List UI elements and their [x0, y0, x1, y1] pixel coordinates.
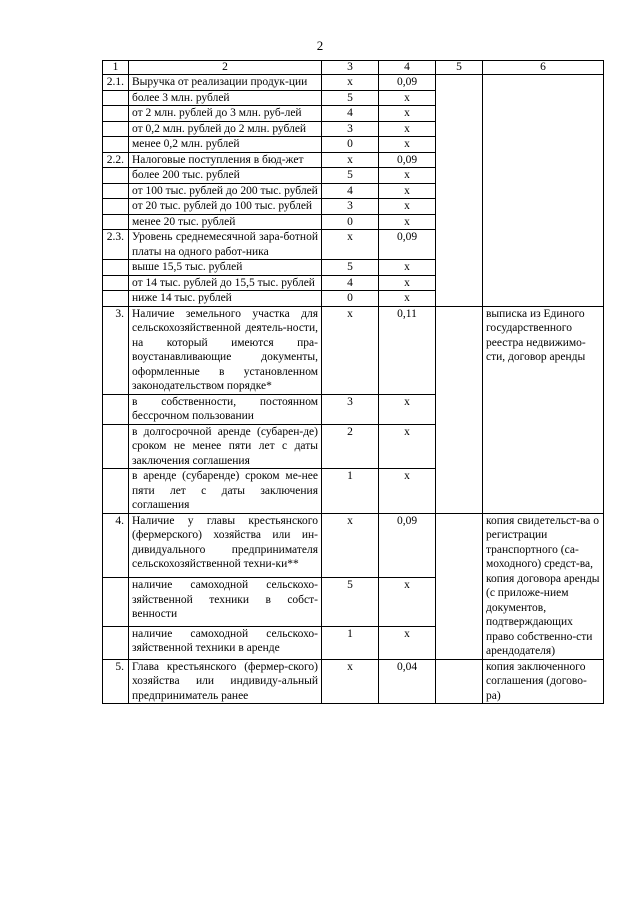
page-number: 2 — [316, 38, 324, 53]
row-number: 5. — [103, 659, 129, 704]
empty-cell — [436, 659, 483, 704]
column-header: 1 — [103, 61, 129, 75]
score-cell: 5 — [322, 260, 379, 276]
weight-cell: 0,09 — [379, 152, 436, 168]
score-cell: 4 — [322, 106, 379, 122]
score-cell: 1 — [322, 469, 379, 514]
row-number — [103, 183, 129, 199]
weight-cell: 0,04 — [379, 659, 436, 704]
row-number — [103, 626, 129, 659]
row-number — [103, 199, 129, 215]
score-cell: 1 — [322, 626, 379, 659]
document-cell: выписка из Единого государственного реестра недвижимо-сти, договор аренды — [483, 306, 604, 513]
criterion-text: от 0,2 млн. рублей до 2 млн. рублей — [129, 121, 322, 137]
score-cell: 4 — [322, 183, 379, 199]
row-number — [103, 90, 129, 106]
weight-cell: 0,09 — [379, 75, 436, 91]
criterion-text: выше 15,5 тыс. рублей — [129, 260, 322, 276]
weight-cell: x — [379, 469, 436, 514]
criterion-text: в собственности, постоянном бессрочном пользовании — [129, 394, 322, 424]
weight-cell: x — [379, 121, 436, 137]
criterion-text: от 100 тыс. рублей до 200 тыс. рублей — [129, 183, 322, 199]
score-cell: x — [322, 230, 379, 260]
weight-cell: 0,09 — [379, 513, 436, 578]
criterion-text: Выручка от реализации продук-ции — [129, 75, 322, 91]
weight-cell: x — [379, 199, 436, 215]
score-cell: 3 — [322, 199, 379, 215]
weight-cell: x — [379, 183, 436, 199]
row-number — [103, 424, 129, 469]
criteria-table — [102, 60, 604, 704]
score-cell: 0 — [322, 214, 379, 230]
score-cell: 5 — [322, 90, 379, 106]
row-number — [103, 469, 129, 514]
score-cell: x — [322, 513, 379, 578]
score-cell: 3 — [322, 394, 379, 424]
score-cell: 0 — [322, 137, 379, 153]
criterion-text: от 14 тыс. рублей до 15,5 тыс. рублей — [129, 275, 322, 291]
weight-cell: 0,09 — [379, 230, 436, 260]
criterion-text: от 2 млн. рублей до 3 млн. руб-лей — [129, 106, 322, 122]
row-number — [103, 214, 129, 230]
weight-cell: x — [379, 394, 436, 424]
weight-cell: x — [379, 90, 436, 106]
table-row — [103, 75, 604, 91]
row-number: 2.1. — [103, 75, 129, 91]
row-number — [103, 394, 129, 424]
document-cell — [483, 75, 604, 307]
row-number — [103, 260, 129, 276]
criterion-text: наличие самоходной сельскохо-зяйственной техники в собст-венности — [129, 578, 322, 627]
weight-cell: x — [379, 275, 436, 291]
score-cell: x — [322, 75, 379, 91]
criterion-text: в долгосрочной аренде (субарен-де) сроком не менее пяти лет с даты заключения соглашения — [129, 424, 322, 469]
score-cell: 5 — [322, 578, 379, 627]
criterion-text: ниже 14 тыс. рублей — [129, 291, 322, 307]
criterion-text: Налоговые поступления в бюд-жет — [129, 152, 322, 168]
weight-cell: x — [379, 424, 436, 469]
table-row — [103, 513, 604, 578]
column-header: 3 — [322, 61, 379, 75]
document-cell: копия заключенного соглашения (догово-ра) — [483, 659, 604, 704]
row-number — [103, 275, 129, 291]
empty-cell — [436, 306, 483, 513]
row-number: 2.3. — [103, 230, 129, 260]
criterion-text: более 3 млн. рублей — [129, 90, 322, 106]
row-number — [103, 291, 129, 307]
header-row — [103, 61, 604, 75]
criterion-text: наличие самоходной сельскохо-зяйственной техники в аренде — [129, 626, 322, 659]
column-header: 5 — [436, 61, 483, 75]
row-number — [103, 121, 129, 137]
row-number: 3. — [103, 306, 129, 394]
row-number: 4. — [103, 513, 129, 578]
column-header: 6 — [483, 61, 604, 75]
criterion-text: Глава крестьянского (фермер-ского) хозяйства или индивиду-альный предприниматель ранее — [129, 659, 322, 704]
criterion-text: Наличие у главы крестьянского (фермерского) хозяйства или ин-дивидуального предпринимателя сельскохозяйственной техни-ки** — [129, 513, 322, 578]
score-cell: 2 — [322, 424, 379, 469]
criterion-text: более 200 тыс. рублей — [129, 168, 322, 184]
row-number — [103, 137, 129, 153]
weight-cell: x — [379, 626, 436, 659]
score-cell: x — [322, 152, 379, 168]
criterion-text: Наличие земельного участка для сельскохозяйственной деятель-ности, на который имеются пра-воустанавливающие документы, оформленные в установленном законодательством порядке* — [129, 306, 322, 394]
weight-cell: x — [379, 291, 436, 307]
criterion-text: от 20 тыс. рублей до 100 тыс. рублей — [129, 199, 322, 215]
score-cell: 3 — [322, 121, 379, 137]
score-cell: 4 — [322, 275, 379, 291]
row-number — [103, 168, 129, 184]
score-cell: 0 — [322, 291, 379, 307]
empty-cell — [436, 75, 483, 307]
criterion-text: менее 20 тыс. рублей — [129, 214, 322, 230]
criterion-text: в аренде (субаренде) сроком ме-нее пяти лет с даты заключения соглашения — [129, 469, 322, 514]
table-row — [103, 659, 604, 704]
column-header: 4 — [379, 61, 436, 75]
weight-cell: 0,11 — [379, 306, 436, 394]
row-number: 2.2. — [103, 152, 129, 168]
weight-cell: x — [379, 578, 436, 627]
weight-cell: x — [379, 214, 436, 230]
weight-cell: x — [379, 106, 436, 122]
row-number — [103, 106, 129, 122]
criterion-text: Уровень среднемесячной зара-ботной платы на одного работ-ника — [129, 230, 322, 260]
empty-cell — [436, 513, 483, 659]
weight-cell: x — [379, 137, 436, 153]
weight-cell: x — [379, 260, 436, 276]
score-cell: x — [322, 306, 379, 394]
score-cell: x — [322, 659, 379, 704]
weight-cell: x — [379, 168, 436, 184]
document-cell: копия свидетельст-ва о регистрации транспортного (са-моходного) средст-ва, копия договора аренды (с приложе-нием документов, подтверждающих право собственно-сти арендодателя) — [483, 513, 604, 659]
criterion-text: менее 0,2 млн. рублей — [129, 137, 322, 153]
table-row — [103, 306, 604, 394]
score-cell: 5 — [322, 168, 379, 184]
column-header: 2 — [129, 61, 322, 75]
row-number — [103, 578, 129, 627]
